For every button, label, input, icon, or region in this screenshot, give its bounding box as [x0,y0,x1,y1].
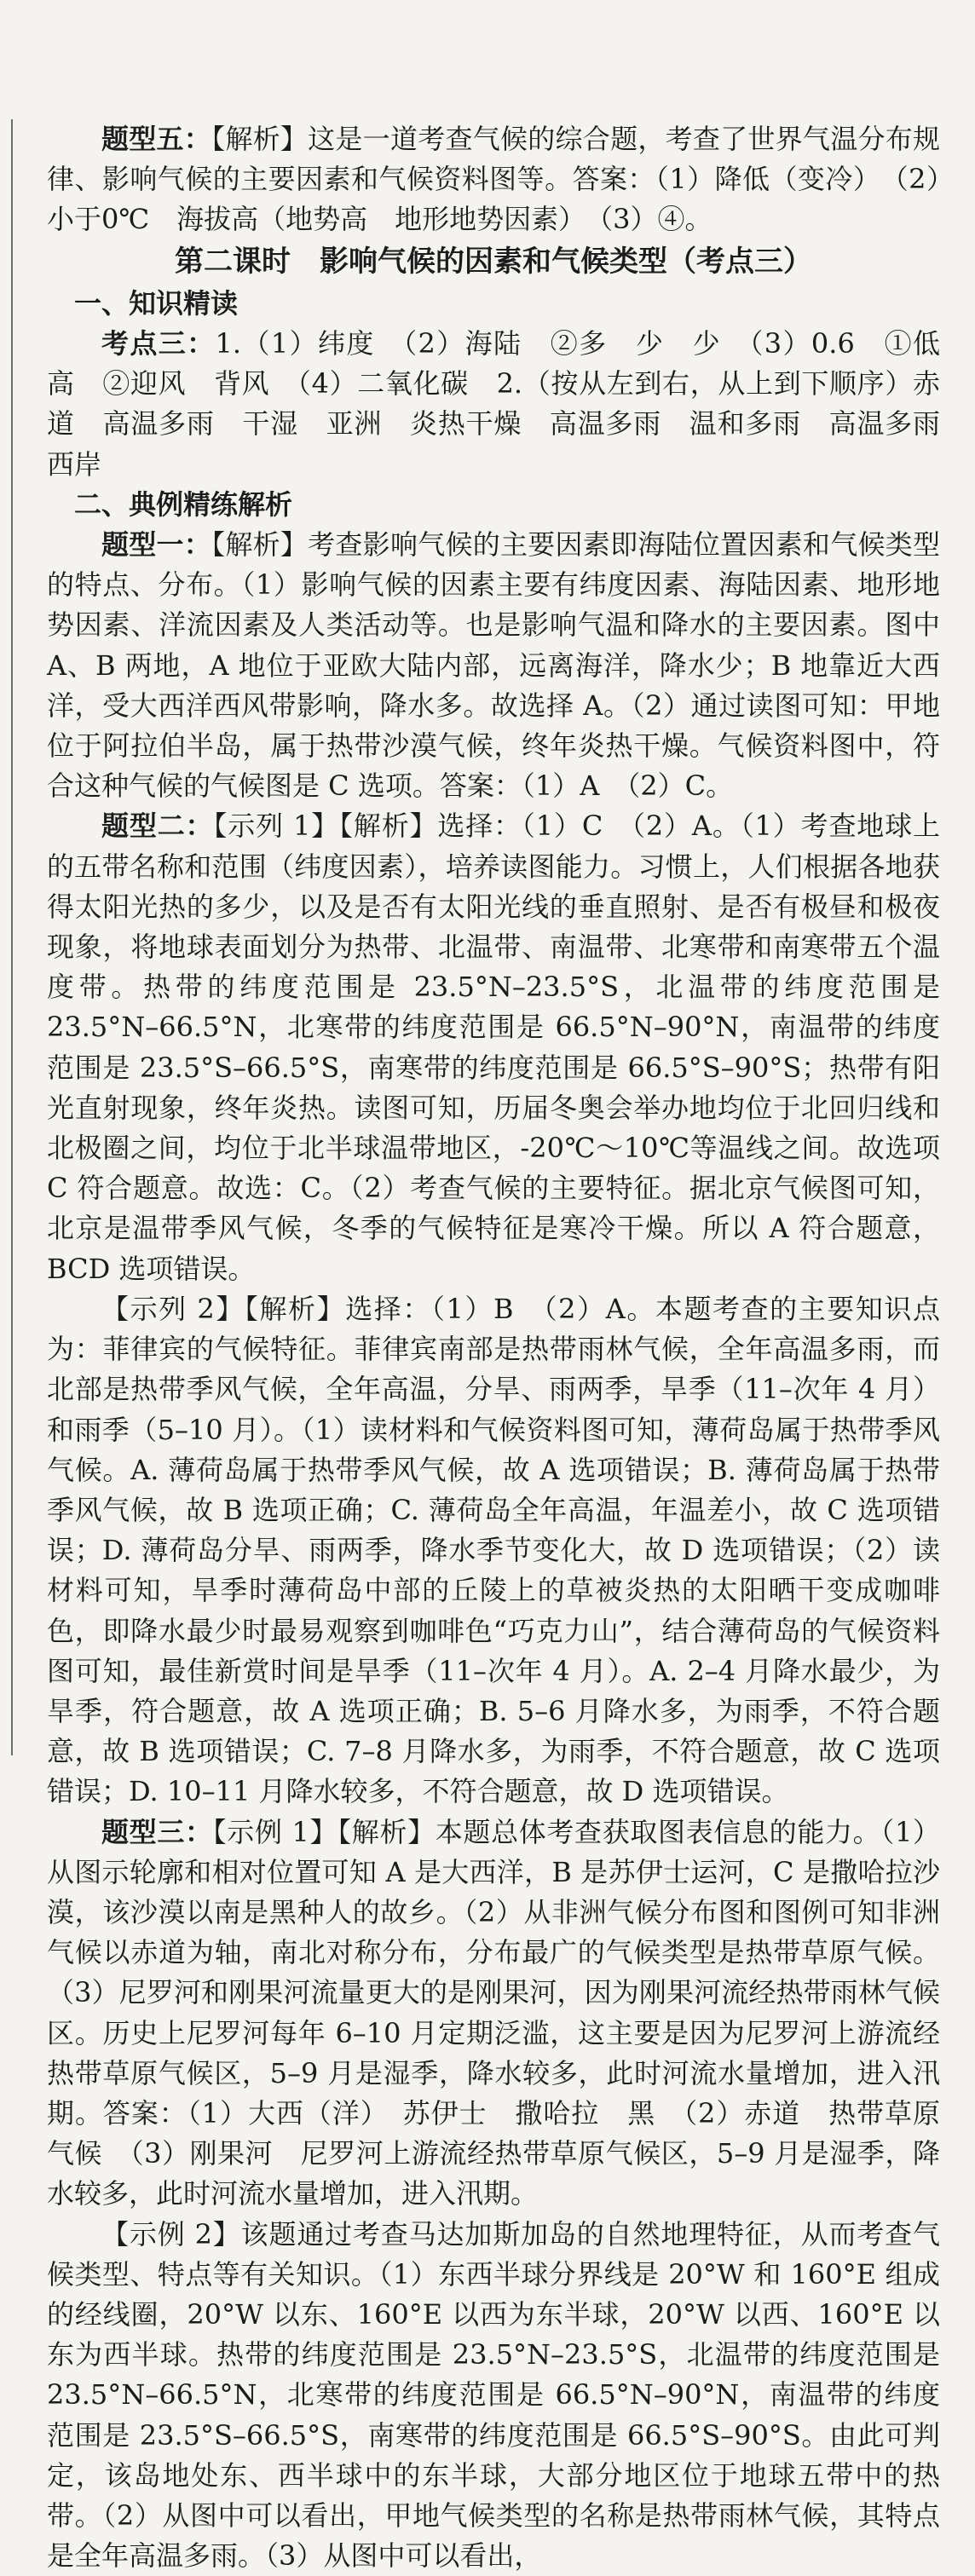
q2-ex2-paragraph: 【示列 2】【解析】选择：（1）B （2）A。本题考查的主要知识点为：菲律宾的气候特征。菲律宾南部是热带雨林气候，全年高温多雨，而北部是热带季风气候，全年高温，分旱、雨两季，旱季（11–次年 4 月）和雨季（5–10 月）。（1）读材料和气候资料图可知，薄荷岛属于热带季风气候。A. 薄荷岛属于热带季风气候，故 A 选项错误；B. 薄荷岛属于热带季风气候，故 B 选项正确；C. 薄荷岛全年高温，年温差小，故 C 选项错误；D. 薄荷岛分旱、雨两季，降水季节变化大，故 D 选项错误；（2）读材料可知，旱季时薄荷岛中部的丘陵上的草被炎热的太阳晒干变成咖啡色，即降水最少时最易观察到咖啡色“巧克力山”，结合薄荷岛的气候资料图可知，最佳新赏时间是旱季（11–次年 4 月）。A. 2–4 月降水最少，为旱季，符合题意，故 A 选项正确；B. 5–6 月降水多，为雨季，不符合题意，故 B 选项错误；C. 7–8 月降水多，为雨季，不符合题意，故 C 选项错误；D. 10–11 月降水较多，不符合题意，故 D 选项错误。 [47,1292,940,1808]
q1-label: 题型一： [101,528,212,562]
q3-ex1-paragraph [47,1812,940,2215]
q2-label: 题型二： [101,810,214,843]
section-knowledge-heading: 一、知识精读 [74,286,239,320]
margin-rule [11,119,13,1755]
section-examples-heading: 二、典例精练解析 [74,487,293,521]
q1-paragraph [47,525,940,806]
q5-label: 题型五： [101,123,212,155]
lesson-title: 第二课时 影响气候的因素和气候类型（考点三） [175,244,812,279]
q1-text: 【解析】考查影响气候的主要因素即海陆位置因素和气候类型的特点、分布。（1）影响气候的因素主要有纬度因素、海陆因素、地形地势因素、洋流因素及人类活动等。也是影响气温和降水的主要因素。图中 A、B 两地，A 地位于亚欧大陆内部，远离海洋，降水少；B 地靠近大西洋，受大西洋西风带影响，降水多。故选择 A。（2）通过读图可知：甲地位于阿拉伯半岛，属于热带沙漠气候，终年炎热干燥。气候资料图中，符合这种气候的气候图是 C 选项。答案：（1）A （2）C。 [47,528,940,803]
answer-page [47,119,968,2576]
kaodian3-text: 1.（1）纬度 （2）海陆 ②多 少 少 （3）0.6 ①低 高 ②迎风 背风 （4）二氧化碳 2.（按从左到右，从上到下顺序）赤道 高温多雨 干湿 亚洲 炎热干燥 高温多雨 温和多雨 高温多雨 西岸 [47,327,968,481]
q2-ex1-paragraph [47,806,940,1288]
q5-text: 【解析】这是一道考查气候的综合题，考查了世界气温分布规律、影响气候的主要因素和气候资料图等。答案：（1）降低（变冷） （2）小于0℃ 海拔高（地势高 地形地势因素） （3）④。 [47,123,940,236]
q3-ex2-paragraph: 【示例 2】该题通过考查马达加斯加岛的自然地理特征，从而考查气候类型、特点等有关知识。（1）东西半球分界线是 20°W 和 160°E 组成的经线圈，20°W 以东、160°E 以西为东半球，20°W 以西、160°E 以东为西半球。热带的纬度范围是 23.5°N–23.5°S，北温带的纬度范围是 23.5°N–66.5°N，北寒带的纬度范围是 66.5°N–90°N，南温带的纬度范围是 23.5°S–66.5°S，南寒带的纬度范围是 66.5°S–90°S。由此可判定，该岛地处东、西半球中的东半球，大部分地区位于地球五带中的热带。（2）从图中可以看出，甲地气候类型的名称是热带雨林气候，其特点是全年高温多雨。（3）从图中可以看出， [47,2217,940,2573]
q5-paragraph [47,119,940,240]
kaodian3-label: 考点三： [101,327,216,360]
q3-ex1-text: 【示例 1】【解析】本题总体考查获取图表信息的能力。（1）从图示轮廓和相对位置可知 A 是大西洋，B 是苏伊士运河，C 是撒哈拉沙漠，该沙漠以南是黑种人的故乡。（2）从非洲气候分布图和图例可知非洲气候以赤道为轴，南北对称分布，分布最广的气候类型是热带草原气候。（3）尼罗河和刚果河流量更大的是刚果河，因为刚果河流经热带雨林气候区。历史上尼罗河每年 6–10 月定期泛滥，这主要是因为尼罗河上游流经热带草原气候区，5–9 月是湿季，降水较多，此时河流水量增加，进入汛期。答案：（1）大西（洋） 苏伊士 撒哈拉 黑 （2）赤道 热带草原气候 （3）刚果河 尼罗河上游流经热带草原气候区，5–9 月是湿季，降水较多，此时河流水量增加，进入汛期。 [47,1815,940,2210]
q3-label: 题型三： [101,1815,213,1848]
q2-ex1-text: 【示列 1】【解析】选择：（1）C （2）A。（1）考查地球上的五带名称和范围（纬度因素），培养读图能力。习惯上，人们根据各地获得太阳光热的多少，以及是否有太阳光线的垂直照射、是否有极昼和极夜现象，将地球表面划分为热带、北温带、南温带、北寒带和南寒带五个温度带。热带的纬度范围是 23.5°N–23.5°S，北温带的纬度范围是 23.5°N–66.5°N，北寒带的纬度范围是 66.5°N–90°N，南温带的纬度范围是 23.5°S–66.5°S，南寒带的纬度范围是 66.5°S–90°S；热带有阳光直射现象，终年炎热。读图可知，历届冬奥会举办地均位于北回归线和北极圈之间，均位于北半球温带地区，-20℃～10℃等温线之间。故选项 C 符合题意。故选：C。（2）考查气候的主要特征。据北京气候图可知，北京是温带季风气候，冬季的气候特征是寒冷干燥。所以 A 符合题意，BCD 选项错误。 [47,810,940,1285]
kaodian3-paragraph [47,324,968,485]
